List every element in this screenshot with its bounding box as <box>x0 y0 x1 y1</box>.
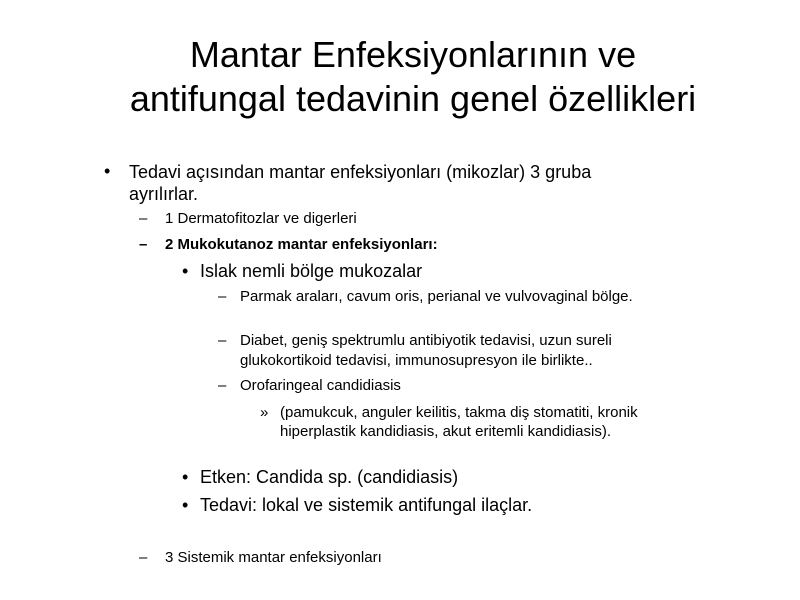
dash-icon: – <box>139 549 148 566</box>
point-therapy <box>182 494 680 516</box>
point-text: Tedavi: lokal ve sistemik antifungal ilaçlar. <box>200 495 533 515</box>
bullet-dot-icon: • <box>182 261 189 281</box>
point-text: Etken: Candida sp. (candidiasis) <box>200 467 459 487</box>
detail-risk-factors <box>218 331 700 371</box>
dash-icon: – <box>218 377 227 394</box>
point-moist-mucosa <box>182 260 680 282</box>
detail-body-sites <box>218 287 700 307</box>
raquo-icon: » <box>260 404 269 421</box>
subitem-systemic <box>139 548 665 568</box>
point-text: Islak nemli bölge mukozalar <box>200 261 423 281</box>
bullet-dot-icon: • <box>182 467 189 487</box>
detail-text: Diabet, geniş spektrumlu antibiyotik tedavisi, uzun sureli glukokortikoid tedavisi, immunosupresyon ile birlikte.. <box>240 332 612 369</box>
subdetail-candidiasis-forms <box>260 403 680 441</box>
bullet-dot-icon: • <box>182 495 189 515</box>
subdetail-text: (pamukcuk, anguler keilitis, takma diş stomatiti, kronik hiperplastik kandidiasis, akut eritemli kandidiasis). <box>280 404 638 440</box>
slide-title-line-1: Mantar Enfeksiyonlarının ve <box>189 34 637 75</box>
detail-text: Parmak araları, cavum oris, perianal ve vulvovaginal bölge. <box>240 288 633 305</box>
dash-icon: – <box>218 288 227 305</box>
slide-title-line-2: antifungal tedavinin genel özellikleri <box>129 78 697 119</box>
subitem-mucocutaneous <box>139 235 665 255</box>
bullet-dot-icon: • <box>104 161 111 181</box>
dash-icon: – <box>139 210 148 227</box>
dash-icon: – <box>139 236 148 253</box>
dash-icon: – <box>218 332 227 349</box>
point-agent <box>182 466 680 488</box>
bullet-text: Tedavi açısından mantar enfeksiyonları (mikozlar) 3 gruba ayrılırlar. <box>129 162 592 204</box>
detail-text: Orofaringeal candidiasis <box>240 377 401 394</box>
slide-title <box>40 33 786 121</box>
subitem-text: 1 Dermatofitozlar ve digerleri <box>165 210 357 227</box>
subitem-dermatophytoses <box>139 209 665 229</box>
subitem-text: 3 Sistemik mantar enfeksiyonları <box>165 549 382 566</box>
subitem-text: 2 Mukokutanoz mantar enfeksiyonları: <box>165 236 438 253</box>
detail-oropharyngeal <box>218 376 700 396</box>
bullet-treatment-groups <box>104 161 649 205</box>
